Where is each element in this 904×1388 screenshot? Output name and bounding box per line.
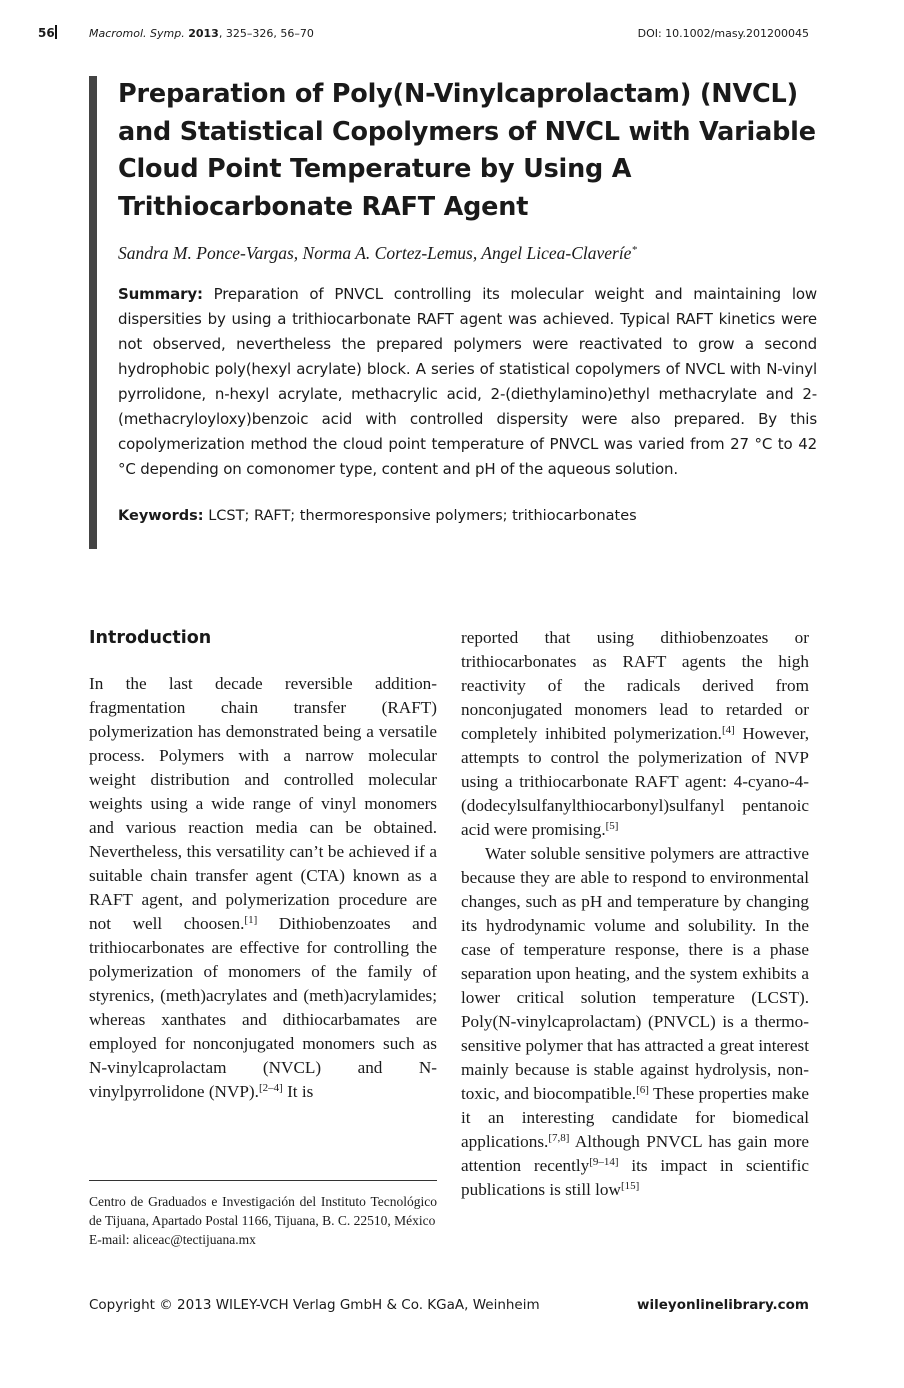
doi: DOI: 10.1002/masy.201200045 xyxy=(637,27,809,40)
journal-pages: , 325–326, 56–70 xyxy=(218,27,314,40)
keywords-label: Keywords: xyxy=(118,508,204,524)
citation: [1] xyxy=(244,914,258,926)
footnote-rule xyxy=(89,1180,437,1181)
citation: [4] xyxy=(721,724,735,736)
paragraph-text: Water soluble sensitive polymers are attractive because they are able to respond to environmental changes, such as pH and temperature by changing its hydrodynamic volume and solubility. In the case of temperature response, there is a phase separation upon heating, and the system exhibits a lower critical solution temperature (LCST). Poly(N-vinylcaprolactam) (PNVCL) is a thermo-sensitive polymer that has attracted a great interest mainly because is stable against hydrolysis, non-toxic, and biocompatible. xyxy=(461,844,809,1103)
paragraph-text: its impact in scientific publications is still low xyxy=(461,1156,809,1199)
article-title: Preparation of Poly(N-Vinylcaprolactam) (NVCL) and Statistical Copolymers of NVCL with Variable Cloud Point Temperature by Using A Trithiocarbonate RAFT Agent xyxy=(118,79,816,222)
paragraph-text: reported that using dithiobenzoates or trithiocarbonates as RAFT agents the high reactivity of the radicals derived from nonconjugated monomers lead to retarded or completely inhibited polymerization. xyxy=(461,628,809,743)
citation: [2–4] xyxy=(258,1082,283,1094)
website-link[interactable]: wileyonlinelibrary.com xyxy=(637,1297,809,1313)
email: E-mail: aliceac@tectijuana.mx xyxy=(89,1232,256,1247)
abstract-block xyxy=(89,76,817,549)
page-number: 56 xyxy=(38,26,55,40)
paragraph-text: In the last decade reversible addition-fragmentation chain transfer (RAFT) polymerization has demonstrated being a versatile process. Polymers with a narrow molecular weight distribution and controlled molecular weights using a wide range of vinyl monomers and various reaction media can be obtained. Nevertheless, this versatility can’t be achieved if a suitable chain transfer agent (CTA) known as a RAFT agent, and polymerization procedure are not well choosen. xyxy=(89,674,437,933)
section-heading-introduction: Introduction xyxy=(89,628,212,648)
right-column xyxy=(461,626,809,1202)
citation: [5] xyxy=(605,820,619,832)
paragraph-text: Although PNVCL has gain more attention recently xyxy=(461,1132,809,1175)
paragraph xyxy=(89,672,437,1104)
citation: [7,8] xyxy=(548,1132,570,1144)
journal-name: Macromol. Symp. xyxy=(89,27,185,40)
corresponding-author-mark: * xyxy=(631,244,637,256)
paragraph-text: It is xyxy=(282,1082,314,1101)
citation: [9–14] xyxy=(589,1156,619,1168)
paragraph xyxy=(461,842,809,1202)
affiliation: Centro de Graduados e Investigación del Instituto Tecnológico de Tijuana, Apartado Postal 1166, Tijuana, B. C. 22510, México xyxy=(89,1194,437,1228)
citation: [15] xyxy=(620,1180,640,1192)
running-head xyxy=(38,26,809,46)
paragraph xyxy=(461,626,809,842)
copyright: Copyright © 2013 WILEY-VCH Verlag GmbH & Co. KGaA, Weinheim xyxy=(89,1297,540,1313)
left-column xyxy=(89,626,437,1104)
keywords xyxy=(118,508,817,524)
author-list xyxy=(118,243,817,264)
paragraph-text: These properties make it an interesting candidate for biomedical applications. xyxy=(461,1084,809,1151)
summary xyxy=(118,282,817,482)
summary-text: Preparation of PNVCL controlling its molecular weight and maintaining low dispersities by using a trithiocarbonate RAFT agent was achieved. Typical RAFT kinetics were not observed, nevertheless the prepared polymers were reactivated to grow a second hydrophobic poly(hexyl acrylate) block. A series of statistical copolymers of NVCL with N-vinyl pyrrolidone, n-hexyl acrylate, methacrylic acid, 2-(diethylamino)ethyl methacrylate and 2-(methacryloyloxy)benzoic acid with controlled dispersity were also prepared. By this copolymerization method the cloud point temperature of PNVCL was varied from 27 °C to 42 °C depending on comonomer type, content and pH of the aqueous solution. xyxy=(118,285,817,478)
paragraph-text: Dithiobenzoates and trithiocarbonates are effective for controlling the polymerization of monomers of the family of styrenics, (meth)acrylates and (meth)acrylamides; whereas xanthates and dithiocarbamates are employed for nonconjugated monomers such as N-vinylcaprolactam (NVCL) and N-vinylpyrrolidone (NVP). xyxy=(89,914,437,1101)
page-number-bar xyxy=(55,25,57,39)
journal-citation xyxy=(89,27,314,40)
paragraph-text: However, attempts to control the polymerization of NVP using a trithiocarbonate RAFT agent: 4-cyano-4-(dodecylsulfanylthiocarbonyl)sulfanyl pentanoic acid were promising. xyxy=(461,724,809,839)
citation: [6] xyxy=(636,1084,649,1096)
affiliation-footnote xyxy=(89,1192,437,1249)
keywords-text: LCST; RAFT; thermoresponsive polymers; trithiocarbonates xyxy=(208,508,637,524)
authors: Sandra M. Ponce-Vargas, Norma A. Cortez-Lemus, Angel Licea-Claveríe xyxy=(118,243,632,263)
journal-year: 2013 xyxy=(188,27,219,40)
summary-label: Summary: xyxy=(118,285,203,303)
